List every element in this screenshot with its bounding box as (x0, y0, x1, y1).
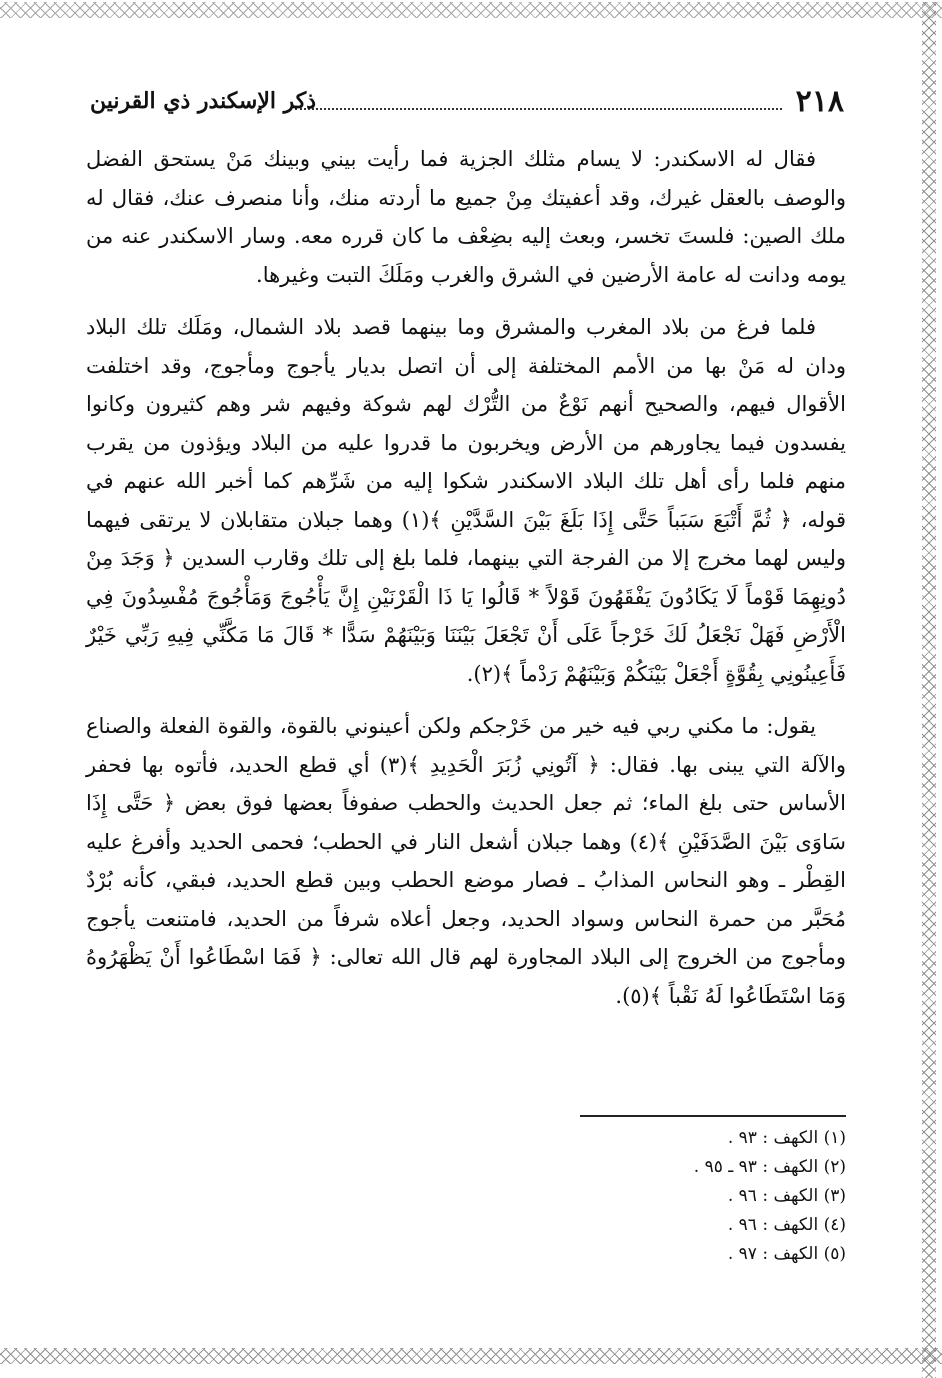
footnotes (546, 1124, 846, 1269)
decorative-border-top (0, 2, 942, 18)
footnote-5: (٥) الكهف : ٩٧ . (727, 1244, 846, 1264)
footnote-separator (580, 1115, 846, 1117)
footnote-2: (٢) الكهف : ٩٣ ـ ٩٥ . (693, 1157, 846, 1177)
page-number: ٢١٨ (795, 84, 844, 119)
header-dotted-leader (295, 108, 782, 110)
footnote-1: (١) الكهف : ٩٣ . (727, 1128, 846, 1148)
decorative-border-bottom (0, 1348, 942, 1364)
footnote-4: (٤) الكهف : ٩٦ . (727, 1215, 846, 1235)
main-text (86, 140, 846, 1029)
page-header (90, 82, 844, 122)
paragraph-1: فقال له الاسكندر: لا يسام مثلك الجزية فما رأيت بيني وبينك مَنْ يستحق الفضل والوصف بالعقل غيرك، وقد أعفيتك مِنْ جميع ما أردته منك، وأنا منصرف عنك، فقال له ملك الصين: فلستَ تخسر، وبعث إليه بضِعْف ما كان قرره معه. وسار الاسكندر عنه من يومه ودانت له عامة الأرضين في الشرق والغرب ومَلَكَ التبت وغيرها. (86, 147, 846, 287)
footnote-3: (٣) الكهف : ٩٦ . (727, 1186, 846, 1206)
decorative-border-right (922, 2, 936, 1378)
paragraph-3: يقول: ما مكني ربي فيه خير من خَرْجكم ولكن أعينوني بالقوة، والقوة الفعلة والصناع والآلة التي يبنى بها. فقال: ﴿ آتُونِي زُبَرَ الْحَدِيدِ ﴾(٣) أي قطع الحديد، فأتوه بها فحفر الأساس حتى بلغ الماء؛ ثم جعل الحديث والحطب صفوفاً بعضها فوق بعض ﴿ حَتَّى إِذَا سَاوَى بَيْنَ الصَّدَفَيْنِ ﴾(٤) وهما جبلان أشعل النار في الحطب؛ فحمى الحديد وأفرغ عليه القِطْر ـ وهو النحاس المذابُ ـ فصار موضع الحطب وبين قطع الحديد، فبقي، كأنه بُرْدٌ مُحَبَّر من حمرة النحاس وسواد الحديد، وجعل أعلاه شرفاً من الحديد، فامتنعت يأجوج ومأجوج من الخروج إلى البلاد المجاورة لهم قال الله تعالى: ﴿ فَمَا اسْطَاعُوا أَنْ يَظْهَرُوهُ وَمَا اسْتَطَاعُوا لَهُ نَقْباً ﴾(٥). (86, 714, 847, 1008)
running-title: ذكر الإسكندر ذي القرنين (90, 88, 317, 114)
paragraph-2: فلما فرغ من بلاد المغرب والمشرق وما بينهما قصد بلاد الشمال، ومَلَك تلك البلاد ودان له مَنْ بها من الأمم المختلفة إلى أن اتصل بديار يأجوج ومأجوج، وقد اختلفت الأقوال فيهم، والصحيح أنهم نَوْعٌ من التُّرْك لهم شوكة وفيهم شر وهم كثيرون وكانوا يفسدون فيما يجاورهم من الأرض ويخربون ما قدروا عليه من البلاد ويؤذون من يقرب منهم فلما رأى أهل تلك البلاد الاسكندر شكوا إليه من شَرِّهم كما أخبر الله عنهم في قوله، ﴿ ثُمَّ أَتْبَعَ سَبَباً حَتَّى إِذَا بَلَغَ بَيْنَ السَّدَّيْنِ ﴾(١) وهما جبلان متقابلان لا يرتقى فيهما وليس لهما مخرج إلا من الفرجة التي بينهما، فلما بلغ إلى تلك وقارب السدين ﴿ وَجَدَ مِنْ دُونِهِمَا قَوْماً لَا يَكَادُونَ يَفْقَهُونَ قَوْلاً * قَالُوا يَا ذَا الْقَرْنَيْنِ إِنَّ يَأْجُوجَ وَمَأْجُوجَ مُفْسِدُونَ فِي الْأَرْضِ فَهَلْ نَجْعَلُ لَكَ خَرْجاً عَلَى أَنْ تَجْعَلَ بَيْنَنَا وَبَيْنَهُمْ سَدًّا * قَالَ مَا مَكَّنِّي فِيهِ رَبِّي خَيْرٌ فَأَعِينُونِي بِقُوَّةٍ أَجْعَلْ بَيْنَكُمْ وَبَيْنَهُمْ رَدْماً ﴾(٢). (86, 315, 846, 686)
